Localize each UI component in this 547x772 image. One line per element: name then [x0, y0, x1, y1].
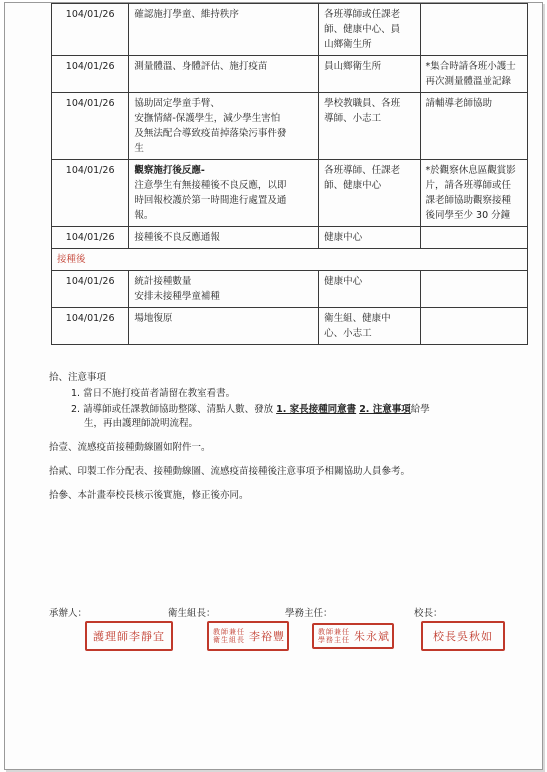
- stamp-health-chief-title: 教師兼任衛生組長: [213, 628, 245, 644]
- responsible-line: 各班導師、任課老: [324, 165, 401, 176]
- task-cell: [129, 4, 319, 56]
- schedule-table: [51, 3, 528, 345]
- note-line: 請輔導老師協助: [425, 98, 493, 109]
- task-cell: [129, 308, 319, 345]
- stamp-health-chief-name: 李裕豐: [249, 630, 285, 643]
- task-line: 統計接種數量: [134, 276, 192, 287]
- task-cell: [129, 227, 319, 249]
- responsible-line: 導師、小志工: [324, 113, 382, 124]
- notes-item-2-tail: 給學: [410, 404, 430, 415]
- principal-label: 校長：: [414, 608, 443, 619]
- date-cell: 104/01/26: [52, 271, 129, 308]
- table-row: [52, 93, 528, 160]
- task-line: 注意學生有無接種後不良反應，以即: [134, 180, 287, 191]
- date-cell: 104/01/26: [52, 160, 129, 227]
- task-line: 及無法配合導致疫苗掉落染污事件發: [134, 128, 287, 139]
- task-line: 測量體溫、身體評估、施打疫苗: [134, 61, 268, 72]
- note-cell: [420, 271, 527, 308]
- note-cell: [420, 4, 527, 56]
- table-row: [52, 227, 528, 249]
- consent-form-link: 1. 家長接種同意書: [276, 404, 357, 415]
- handler-label: 承辦人：: [49, 608, 88, 619]
- stamp-student-affairs: [312, 623, 394, 649]
- notes-item-2: [71, 403, 511, 417]
- task-line: 生: [134, 143, 144, 154]
- responsible-line: 健康中心: [324, 232, 363, 243]
- responsible-line: 學校教職員、各班: [324, 98, 401, 109]
- responsible-cell: [319, 227, 420, 249]
- task-line: 確認施打學童、維持秩序: [134, 9, 239, 20]
- task-cell: [129, 160, 319, 227]
- task-line: 安排未接種學童補種: [134, 291, 220, 302]
- responsible-line: 山鄉衛生所: [324, 39, 372, 50]
- task-cell: [129, 93, 319, 160]
- responsible-line: 心、小志工: [324, 328, 372, 339]
- document-page: [4, 2, 543, 770]
- responsible-cell: [319, 4, 420, 56]
- responsible-cell: [319, 308, 420, 345]
- section-row: [52, 249, 528, 271]
- student-affairs-label: 學務主任：: [285, 608, 333, 619]
- date-cell: 104/01/26: [52, 4, 129, 56]
- note-line: *於觀察休息區觀賞影: [425, 165, 516, 176]
- stamp-nurse: 護理師李靜宜: [85, 621, 173, 651]
- task-line: 場地復原: [134, 313, 173, 324]
- task-heading: 觀察施打後反應-: [134, 165, 205, 176]
- task-line: 協助固定學童手臂、: [134, 98, 220, 109]
- responsible-line: 師、健康中心: [324, 180, 382, 191]
- stamp-health-chief: [207, 621, 289, 651]
- paragraph-13: 拾參、本計畫奉校長核示後實施，修正後亦同。: [49, 490, 249, 501]
- task-cell: [129, 56, 319, 93]
- task-line: 接種後不良反應通報: [134, 232, 220, 243]
- date-cell: 104/01/26: [52, 308, 129, 345]
- note-cell: [420, 160, 527, 227]
- note-cell: [420, 93, 527, 160]
- date-cell: 104/01/26: [52, 227, 129, 249]
- note-line: 後同學至少 30 分鐘: [425, 210, 511, 221]
- date-cell: 104/01/26: [52, 93, 129, 160]
- task-line: 安撫情緒-保護學生，減少學生害怕: [134, 113, 281, 124]
- notes-item-2-cont: 生，再由護理師說明流程。: [84, 418, 199, 429]
- table-row: [52, 160, 528, 227]
- note-line: 再次測量體溫並記錄: [425, 76, 512, 87]
- stamp-principal: 校長吳秋如: [421, 621, 505, 651]
- responsible-cell: [319, 56, 420, 93]
- table-row: [52, 56, 528, 93]
- task-line: 報。: [134, 210, 154, 221]
- section-label: 接種後: [52, 249, 528, 271]
- health-chief-label: 衛生組長：: [168, 608, 216, 619]
- responsible-line: 衛生組、健康中: [324, 313, 391, 324]
- responsible-cell: [319, 93, 420, 160]
- note-cell: [420, 308, 527, 345]
- responsible-line: 健康中心: [324, 276, 363, 287]
- paragraph-11: 拾壹、流感疫苗接種動線圖如附件一。: [49, 442, 211, 453]
- note-line: 片，請各班導師或任: [425, 180, 512, 191]
- note-line: 課老師協助觀察接種: [425, 195, 512, 206]
- stamp-student-affairs-name: 朱永斌: [354, 630, 390, 643]
- responsible-line: 師、健康中心、員: [324, 24, 401, 35]
- date-cell: 104/01/26: [52, 56, 129, 93]
- paragraph-12: 拾貳、印製工作分配表、接種動線圖、流感疫苗接種後注意事項予相關協助人員參考。: [49, 466, 411, 477]
- notes-heading: 拾、注意事項: [49, 372, 107, 383]
- table-row: [52, 4, 528, 56]
- task-cell: [129, 271, 319, 308]
- responsible-line: 員山鄉衛生所: [324, 61, 382, 72]
- precautions-link: 2. 注意事項: [359, 404, 411, 415]
- table-row: [52, 271, 528, 308]
- note-line: *集合時請各班小護士: [425, 61, 516, 72]
- task-line: 時回報校護於第一時間進行處置及通: [134, 195, 287, 206]
- responsible-cell: [319, 160, 420, 227]
- responsible-line: 各班導師或任課老: [324, 9, 401, 20]
- notes-item-2-text: 2. 請導師或任課教師協助整隊、清點人數、發放: [71, 404, 274, 415]
- stamp-student-affairs-title: 教師兼任學務主任: [318, 628, 350, 644]
- responsible-cell: [319, 271, 420, 308]
- table-row: [52, 308, 528, 345]
- note-cell: [420, 56, 527, 93]
- notes-item-1: 1. 當日不施打疫苗者請留在教室看書。: [71, 388, 236, 399]
- note-cell: [420, 227, 527, 249]
